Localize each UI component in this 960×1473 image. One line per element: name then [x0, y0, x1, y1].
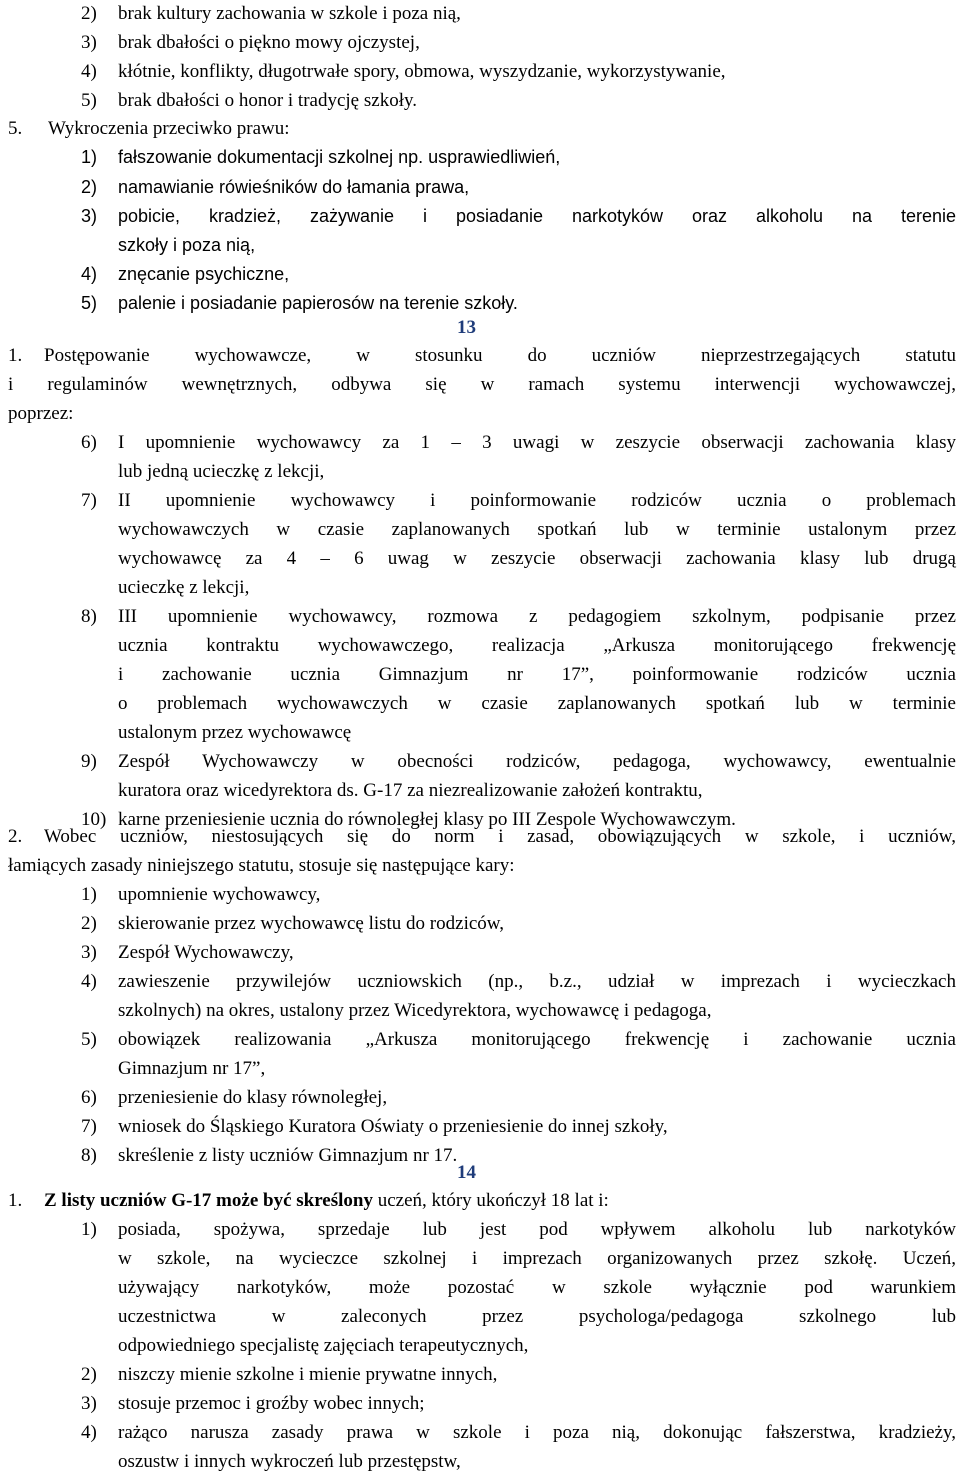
list-number: 4): [81, 1422, 97, 1443]
list-item: fałszowanie dokumentacji szkolnej np. usprawiedliwień,: [118, 147, 561, 167]
list-item: namawianie rówieśników do łamania prawa,: [118, 177, 470, 197]
paragraph-line: i regulaminów wewnętrznych, odbywa się w ramach systemu interwencji wychowawczej,: [8, 374, 956, 395]
paragraph-line: Postępowanie wychowawcze, w stosunku do uczniów nieprzestrzegających statutu: [44, 345, 956, 366]
list-number: 6): [81, 1087, 97, 1108]
list-item: brak dbałości o piękno mowy ojczystej,: [118, 32, 420, 53]
list-item: III upomnienie wychowawcy, rozmowa z pedagogiem szkolnym, podpisanie przez: [118, 606, 956, 627]
list-item: rażąco narusza zasady prawa w szkole i poza nią, dokonując fałszerstwa, kradzieży,: [118, 1422, 956, 1443]
list-item-continuation: i zachowanie ucznia Gimnazjum nr 17”, poinformowanie rodziców ucznia: [118, 664, 956, 685]
list-item-continuation: uczestnictwa w zaleconych przez psychologa/pedagoga szkolnego lub: [118, 1306, 956, 1327]
list-item: pobicie, kradzież, zażywanie i posiadanie narkotyków oraz alkoholu na terenie: [118, 206, 956, 226]
list-item: kłótnie, konflikty, długotrwałe spory, obmowa, wyszydzanie, wykorzystywanie,: [118, 61, 726, 82]
paragraph-number: 2.: [8, 826, 23, 847]
list-number: 1): [81, 147, 98, 167]
paragraph-number: 1.: [8, 345, 23, 366]
list-number: 8): [81, 606, 97, 627]
list-number: 2): [81, 3, 97, 24]
section-number: 5.: [8, 118, 23, 139]
list-item: wniosek do Śląskiego Kuratora Oświaty o przeniesienie do innej szkoły,: [118, 1116, 668, 1137]
list-item: brak dbałości o honor i tradycję szkoły.: [118, 90, 417, 111]
list-number: 5): [81, 293, 98, 313]
list-number: 8): [81, 1145, 97, 1166]
list-number: 9): [81, 751, 97, 772]
list-item: Zespół Wychowawczy w obecności rodziców, pedagoga, wychowawcy, ewentualnie: [118, 751, 956, 772]
paragraph-line: łamiących zasady niniejszego statutu, stosuje się następujące kary:: [8, 855, 515, 876]
paragraph-line: Wobec uczniów, niestosujących się do norm i zasad, obowiązujących w szkole, i uczniów,: [44, 826, 956, 847]
list-item: brak kultury zachowania w szkole i poza nią,: [118, 3, 461, 24]
list-number: 4): [81, 971, 97, 992]
list-item: skierowanie przez wychowawcę listu do rodziców,: [118, 913, 505, 934]
list-item: zawieszenie przywilejów uczniowskich (np., b.z., udział w imprezach i wycieczkach: [118, 971, 956, 992]
paragraph-number: 1.: [8, 1190, 23, 1211]
paragraph-text: uczeń, który ukończył 18 lat i:: [372, 1190, 609, 1211]
list-item-continuation: ucznia kontraktu wychowawczego, realizacja „Arkusza monitorującego frekwencję: [118, 635, 956, 656]
list-item: niszczy mienie szkolne i mienie prywatne innych,: [118, 1364, 498, 1385]
list-item-continuation: wychowawczych w czasie zaplanowanych spotkań lub w terminie ustalonym przez: [118, 519, 956, 540]
list-item-continuation: szkoły i poza nią,: [118, 235, 256, 255]
list-number: 4): [81, 264, 98, 284]
list-item: obowiązek realizowania „Arkusza monitorującego frekwencję i zachowanie ucznia: [118, 1029, 956, 1050]
list-item-continuation: używający narkotyków, może pozostać w szkole wyłącznie pod warunkiem: [118, 1277, 956, 1298]
list-item-continuation: kuratora oraz wicedyrektora ds. G-17 za niezrealizowanie założeń kontraktu,: [118, 780, 703, 801]
list-item: przeniesienie do klasy równoległej,: [118, 1087, 388, 1108]
section-heading: Wykroczenia przeciwko prawu:: [48, 118, 290, 139]
list-number: 2): [81, 913, 97, 934]
list-item-continuation: w szkole, na wycieczce szkolnej i imprezach organizowanych przez szkołę. Uczeń,: [118, 1248, 956, 1269]
bold-phrase: Z listy uczniów G-17 może być skreślony: [44, 1190, 373, 1211]
list-number: 10): [81, 809, 107, 830]
list-number: 2): [81, 1364, 97, 1385]
list-number: 4): [81, 61, 97, 82]
list-item-continuation: o problemach wychowawczych w czasie zaplanowanych spotkań lub w terminie: [118, 693, 956, 714]
list-number: 3): [81, 206, 98, 226]
paragraph-line: poprzez:: [8, 403, 74, 424]
section-heading-14: 14: [457, 1162, 476, 1183]
list-item: skreślenie z listy uczniów Gimnazjum nr 17.: [118, 1145, 458, 1166]
list-item: znęcanie psychiczne,: [118, 264, 290, 284]
list-item-continuation: odpowiedniego specjalistę zajęciach terapeutycznych,: [118, 1335, 529, 1356]
list-item: I upomnienie wychowawcy za 1 – 3 uwagi w zeszycie obserwacji zachowania klasy: [118, 432, 956, 453]
list-number: 7): [81, 1116, 97, 1137]
list-item-continuation: wychowawcę za 4 – 6 uwag w zeszycie obserwacji zachowania klasy lub drugą: [118, 548, 956, 569]
list-item-continuation: ucieczkę z lekcji,: [118, 577, 250, 598]
list-item-continuation: oszustw i innych wykroczeń lub przestępstw,: [118, 1451, 461, 1472]
list-number: 5): [81, 1029, 97, 1050]
list-item: stosuje przemoc i groźby wobec innych;: [118, 1393, 425, 1414]
list-item: palenie i posiadanie papierosów na terenie szkoły.: [118, 293, 518, 313]
list-number: 2): [81, 177, 98, 197]
list-number: 1): [81, 884, 97, 905]
list-number: 3): [81, 32, 97, 53]
list-number: 3): [81, 942, 97, 963]
list-item-continuation: szkolnych) na okres, ustalony przez Wicedyrektora, wychowawcę i pedagoga,: [118, 1000, 712, 1021]
list-item: karne przeniesienie ucznia do równoległej klasy po III Zespole Wychowawczym.: [118, 809, 736, 830]
list-item: upomnienie wychowawcy,: [118, 884, 321, 905]
section-heading-13: 13: [457, 317, 476, 338]
list-item-continuation: ustalonym przez wychowawcę: [118, 722, 352, 743]
paragraph-line: [44, 1190, 609, 1212]
list-number: 5): [81, 90, 97, 111]
list-number: 1): [81, 1219, 97, 1240]
list-item: Zespół Wychowawczy,: [118, 942, 294, 963]
list-item: posiada, spożywa, sprzedaje lub jest pod wpływem alkoholu lub narkotyków: [118, 1219, 956, 1240]
list-item: II upomnienie wychowawcy i poinformowanie rodziców ucznia o problemach: [118, 490, 956, 511]
list-item-continuation: lub jedną ucieczkę z lekcji,: [118, 461, 325, 482]
list-number: 3): [81, 1393, 97, 1414]
list-number: 6): [81, 432, 97, 453]
list-number: 7): [81, 490, 97, 511]
list-item-continuation: Gimnazjum nr 17”,: [118, 1058, 266, 1079]
